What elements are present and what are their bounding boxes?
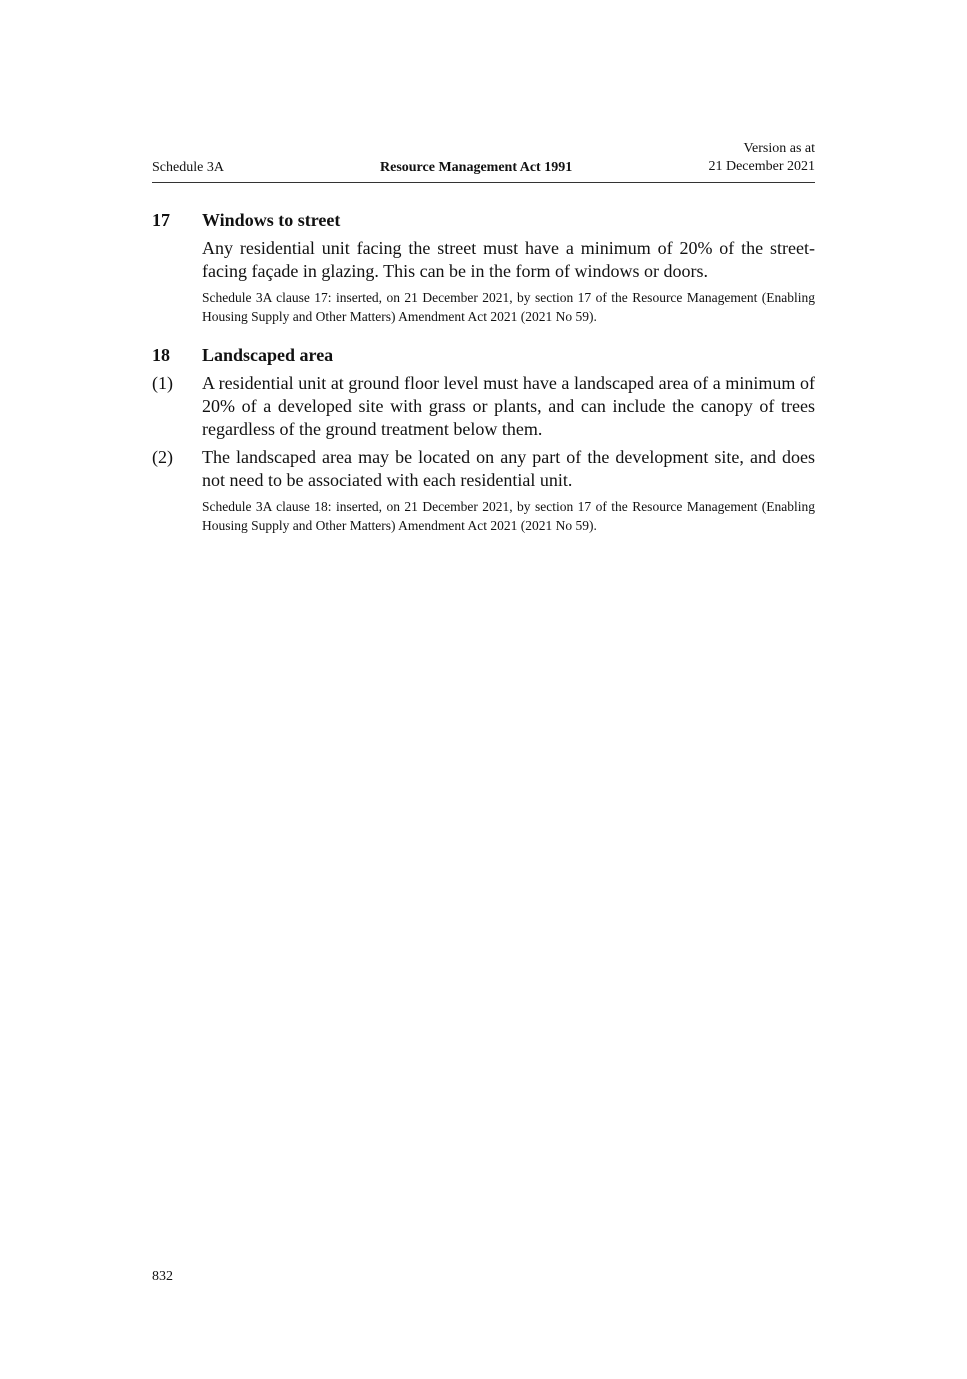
section-18: [152, 343, 815, 535]
paragraph-text: A residential unit at ground floor level must have a landscaped area of a minimum of 20% of a developed site with grass or plants, and can include the canopy of trees regardless of the ground treatment below them.: [202, 373, 815, 439]
subsection-2: [152, 446, 815, 492]
paragraph-label: [152, 237, 202, 283]
section-heading: [152, 208, 815, 232]
section-title: Windows to street: [202, 210, 341, 230]
paragraph-label: (2): [152, 447, 173, 467]
version-label: Version as at: [743, 141, 815, 156]
paragraph-label: (1): [152, 373, 173, 393]
section-number: 17: [152, 210, 170, 230]
schedule-label: Schedule 3A: [152, 160, 224, 175]
section-title: Landscaped area: [202, 345, 334, 365]
history-note: Schedule 3A clause 17: inserted, on 21 December 2021, by section 17 of the Resource Management (Enabling Housing Supply and Other Matters) Amendment Act 2021 (2021 No 59).: [202, 290, 815, 324]
running-header: [152, 139, 815, 183]
paragraph-text: Any residential unit facing the street must have a minimum of 20% of the street-facing façade in glazing. This can be in the form of windows or doors.: [202, 238, 815, 281]
section-17: [152, 208, 815, 326]
page-number: 832: [152, 1269, 173, 1284]
section-heading: [152, 343, 815, 367]
paragraph-text: The landscaped area may be located on any part of the development site, and does not need to be associated with each residential unit.: [202, 447, 815, 490]
version-date: [708, 140, 815, 176]
version-date-value: 21 December 2021: [708, 159, 815, 174]
act-title: Resource Management Act 1991: [380, 160, 573, 175]
section-number: 18: [152, 345, 170, 365]
subsection-1: [152, 372, 815, 441]
section-paragraph: [152, 237, 815, 283]
history-note: Schedule 3A clause 18: inserted, on 21 December 2021, by section 17 of the Resource Management (Enabling Housing Supply and Other Matters) Amendment Act 2021 (2021 No 59).: [202, 499, 815, 533]
